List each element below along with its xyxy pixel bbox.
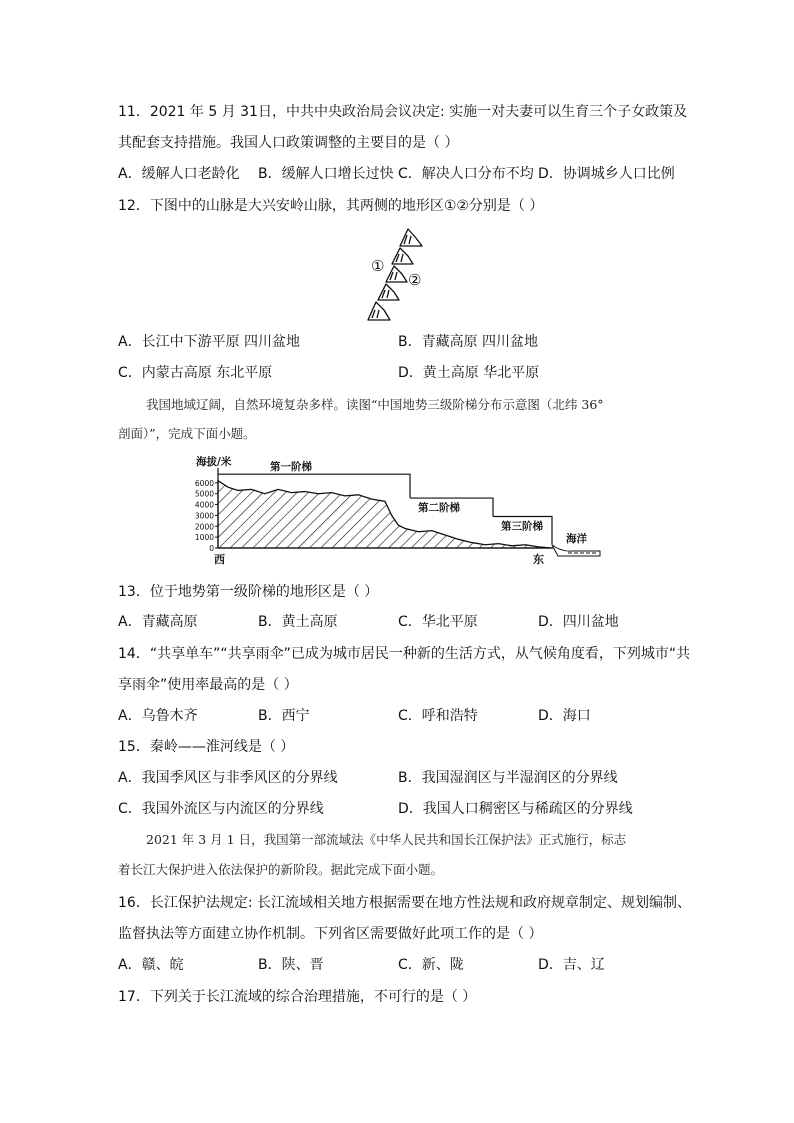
step-label-2: 第二阶梯 [418, 502, 460, 515]
step-label-1: 第一阶梯 [270, 461, 312, 474]
q16-option-c[interactable]: C．新、陇 [398, 957, 464, 973]
q15-option-b[interactable]: B．我国湿润区与半湿润区的分界线 [398, 770, 618, 786]
x-label-west: 西 [214, 553, 225, 566]
x-label-east: 东 [533, 553, 544, 566]
q14-stem-line2: 享雨伞”使用率最高的是（ ） [118, 677, 298, 693]
y-tick-label: 4000 [194, 500, 214, 510]
q11-option-b[interactable]: B．缓解人口增长过快 [258, 166, 394, 182]
ocean-shape [552, 545, 600, 556]
q16-option-b[interactable]: B．陕、晋 [258, 957, 324, 973]
label-region-1: ① [371, 257, 385, 275]
y-tick-label: 2000 [194, 522, 214, 532]
q11-option-c[interactable]: C．解决人口分布不均 [398, 166, 534, 182]
q16-stem-line1: 16．长江保护法规定: 长江流域相关地方根据需要在地方性法规和政府规章制定、规划编制、 [118, 895, 691, 911]
y-tick-label: 0 [209, 544, 214, 553]
q11-stem-line2: 其配套支持措施。我国人口政策调整的主要目的是（ ） [118, 135, 459, 151]
y-tick-label: 3000 [194, 511, 214, 521]
q13-stem: 13．位于地势第一级阶梯的地形区是（ ） [118, 584, 379, 600]
q13-option-a[interactable]: A．青藏高原 [118, 614, 198, 630]
q13-option-c[interactable]: C．华北平原 [398, 614, 478, 630]
q12-option-c[interactable]: C．内蒙古高原 东北平原 [118, 365, 273, 381]
y-axis-title: 海拔/米 [196, 456, 232, 468]
q17-stem: 17．下列关于长江流域的综合治理措施，不可行的是（ ） [118, 989, 477, 1005]
q11-option-a[interactable]: A．缓解人口老龄化 [118, 166, 240, 182]
mountain-range-figure [360, 226, 440, 322]
q13-option-d[interactable]: D．四川盆地 [538, 614, 619, 630]
q16-option-d[interactable]: D．吉、辽 [538, 957, 605, 973]
q12-stem: 12．下图中的山脉是大兴安岭山脉，其两侧的地形区①②分别是（ ） [118, 198, 544, 214]
passage1-line2: 剖面）”，完成下面小题。 [118, 426, 256, 441]
q15-option-d[interactable]: D．我国人口稠密区与稀疏区的分界线 [398, 801, 633, 817]
step-label-3: 第三阶梯 [501, 520, 543, 533]
y-tick-label: 6000 [194, 478, 214, 488]
q11-option-d[interactable]: D．协调城乡人口比例 [538, 166, 675, 182]
q14-option-c[interactable]: C．呼和浩特 [398, 708, 478, 724]
q16-stem-line2: 监督执法等方面建立协作机制。下列省区需要做好此项工作的是（ ） [118, 926, 543, 942]
q12-option-d[interactable]: D．黄土高原 华北平原 [398, 365, 540, 381]
terrain-profile-chart [190, 452, 610, 572]
q14-stem-line1: 14．“共享单车”“共享雨伞”已成为城市居民一种新的生活方式，从气候角度看，下列城市“共 [118, 646, 691, 662]
q14-option-b[interactable]: B．西宁 [258, 708, 310, 724]
q15-stem: 15．秦岭——淮河线是（ ） [118, 739, 295, 755]
q13-option-b[interactable]: B．黄土高原 [258, 614, 338, 630]
q14-option-a[interactable]: A．乌鲁木齐 [118, 708, 198, 724]
label-region-2: ② [408, 271, 422, 289]
passage2-line2: 着长江大保护进入依法保护的新阶段。据此完成下面小题。 [118, 862, 444, 877]
q15-option-c[interactable]: C．我国外流区与内流区的分界线 [118, 801, 324, 817]
terrain-profile-area [218, 481, 552, 548]
passage1-line1: 我国地域辽阔，自然环境复杂多样。读图“中国地势三级阶梯分布示意图（北纬 36° [146, 397, 604, 412]
terrain-profile-svg [190, 452, 610, 572]
q14-option-d[interactable]: D．海口 [538, 708, 591, 724]
q16-option-a[interactable]: A．赣、皖 [118, 957, 184, 973]
q11-stem-line1: 11．2021 年 5 月 31日，中共中央政治局会议决定: 实施一对夫妻可以生育三个子女政策及 [118, 104, 688, 120]
q12-option-b[interactable]: B．青藏高原 四川盆地 [398, 334, 539, 350]
ocean-label: 海洋 [566, 533, 587, 545]
q12-option-a[interactable]: A．长江中下游平原 四川盆地 [118, 334, 301, 350]
y-tick-label: 1000 [194, 533, 214, 543]
y-tick-label: 5000 [194, 489, 214, 499]
q15-option-a[interactable]: A．我国季风区与非季风区的分界线 [118, 770, 338, 786]
passage2-line1: 2021 年 3 月 1 日，我国第一部流域法《中华人民共和国长江保护法》正式施行，标志 [146, 832, 627, 847]
